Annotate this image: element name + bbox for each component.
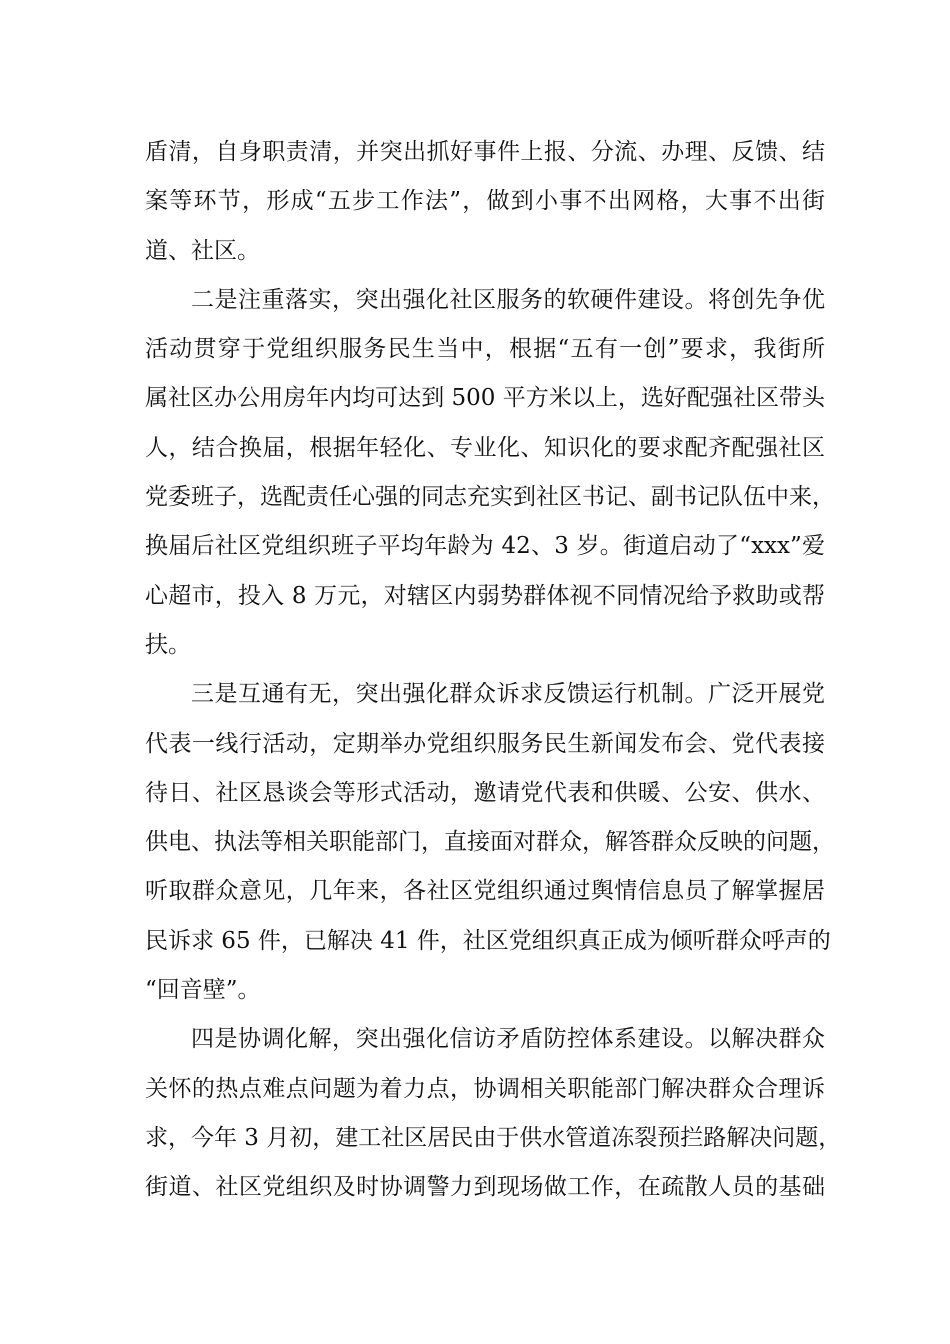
text-line-3: 道、社区。 bbox=[145, 237, 260, 264]
text-line-7: 人，结合换届，根据年轻化、专业化、知识化的要求配齐配强社区 bbox=[145, 434, 825, 461]
text-line-22: 街道、社区党组织及时协调警力到现场做工作，在疏散人员的基础 bbox=[145, 1174, 825, 1201]
text-line-1: 盾清，自身职责清，并突出抓好事件上报、分流、办理、反馈、结 bbox=[145, 139, 825, 165]
text-line-5: 活动贯穿于党组织服务民生当中，根据“五有一创”要求，我街所 bbox=[145, 336, 825, 363]
text-line-20: 关怀的热点难点问题为着力点，协调相关职能部门解决群众合理诉 bbox=[145, 1075, 825, 1102]
text-line-13: 代表一线行活动，定期举办党组织服务民生新闻发布会、党代表接 bbox=[145, 730, 825, 757]
text-line-10: 心超市，投入 8 万元，对辖区内弱势群体视不同情况给予救助或帮 bbox=[145, 582, 825, 609]
text-line-4: 二是注重落实，突出强化社区服务的软硬件建设。将创先争优 bbox=[191, 286, 825, 313]
text-line-15: 供电、执法等相关职能部门，直接面对群众，解答群众反映的问题， bbox=[145, 829, 835, 856]
text-line-8: 党委班子，选配责任心强的同志充实到社区书记、副书记队伍中来， bbox=[145, 484, 835, 511]
text-line-11: 扶。 bbox=[145, 631, 191, 658]
text-line-9: 换届后社区党组织班子平均年龄为 42、3 岁。街道启动了“xxx”爱 bbox=[145, 533, 825, 560]
text-line-18: “回音壁”。 bbox=[145, 977, 261, 1004]
body-text bbox=[145, 128, 842, 1213]
text-line-14: 待日、社区恳谈会等形式活动，邀请党代表和供暖、公安、供水、 bbox=[145, 779, 825, 806]
text-line-16: 听取群众意见，几年来，各社区党组织通过舆情信息员了解掌握居 bbox=[145, 878, 825, 905]
text-line-6: 属社区办公用房年内均可达到 500 平方米以上，选好配强社区带头 bbox=[145, 385, 825, 412]
text-line-12: 三是互通有无，突出强化群众诉求反馈运行机制。广泛开展党 bbox=[191, 681, 825, 708]
text-line-19: 四是协调化解，突出强化信访矛盾防控体系建设。以解决群众 bbox=[191, 1026, 825, 1053]
text-line-2: 案等环节，形成“五步工作法”，做到小事不出网格，大事不出街 bbox=[145, 188, 825, 215]
text-line-17: 民诉求 65 件，已解决 41 件，社区党组织真正成为倾听群众呼声的 bbox=[145, 927, 831, 954]
text-line-21: 求，今年 3 月初，建工社区居民由于供水管道冻裂预拦路解决问题， bbox=[145, 1124, 842, 1151]
